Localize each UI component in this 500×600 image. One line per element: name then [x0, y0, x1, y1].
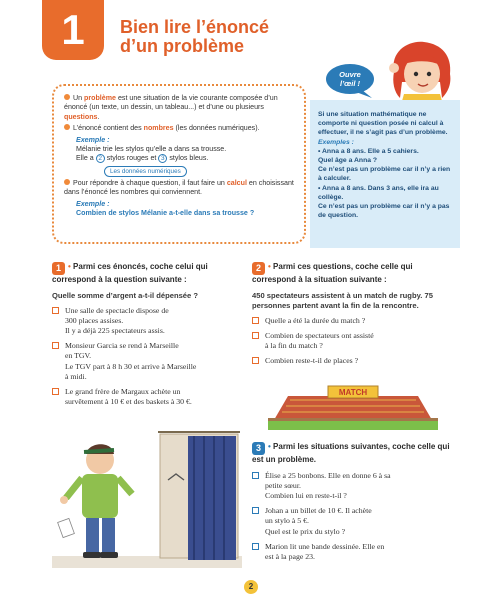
lesson-paragraph-2	[64, 124, 296, 133]
exercise-3-option-2[interactable]	[252, 506, 452, 537]
girl-character-illustration	[380, 38, 460, 108]
dot-icon: •	[68, 262, 74, 271]
bubble-text-line1: Ouvre	[339, 70, 361, 79]
option-line: un stylo à 5 €.	[265, 516, 309, 526]
example-2-label: Exemple :	[76, 199, 110, 208]
checkbox[interactable]	[252, 332, 259, 339]
remark-examples-title: Exemples :	[318, 138, 354, 146]
exercise-1-heading	[52, 262, 240, 286]
option-line: Combien de spectateurs ont assisté	[265, 330, 374, 340]
option-line: survêtement à 10 € et des baskets à 30 €.	[65, 397, 192, 407]
exercise-3-instruction: Parmi les situations suivantes, coche celle qui est un problème.	[252, 442, 450, 464]
exercise-2-instruction: Parmi ces questions, coche celle qui correspond à la situation suivante :	[252, 262, 413, 284]
exercise-2-number: 2	[252, 262, 265, 275]
exercise-2-situation: 450 spectateurs assistent à un match de rugby. 75 personnes partent avant la fin de la rencontre.	[252, 290, 433, 310]
example-line-1: Mélanie trie les stylos qu’elle a dans sa trousse.	[76, 145, 227, 154]
exercise-2	[252, 262, 452, 366]
checkbox[interactable]	[52, 342, 59, 349]
remark-intro: Si une situation mathématique ne comporte ni question posée ni calcul à effectuer, il ne s’agit pas d’un problème.	[318, 111, 448, 137]
text: en choisissant dans l’énoncé les nombres qui conviennent.	[64, 178, 294, 197]
exercise-3	[252, 442, 452, 562]
option-line: Johan a un billet de 10 €. Il achète	[265, 506, 372, 516]
example-line-2	[64, 154, 296, 163]
checkbox[interactable]	[52, 388, 59, 395]
lesson-box	[52, 84, 306, 244]
lesson-title	[120, 18, 320, 56]
bullet-icon	[64, 124, 70, 130]
exercise-1-instruction: Parmi ces énoncés, coche celui qui correspond à la question suivante :	[52, 262, 208, 284]
text: est une situation de la vie courante composée d’un énoncé (un texte, un dessin, un tableau...) et d’une ou plusieurs	[64, 94, 278, 112]
exercise-1-number: 1	[52, 262, 65, 275]
remark-example-2: • Anna a 8 ans. Dans 3 ans, elle ira au collège.	[318, 184, 439, 201]
dot-icon: •	[268, 262, 274, 271]
option-line: Une salle de spectacle dispose de	[65, 305, 169, 315]
checkbox[interactable]	[252, 357, 259, 364]
text: .	[97, 112, 100, 121]
exercise-1-option-2[interactable]	[52, 341, 240, 382]
exercise-1-option-3[interactable]	[52, 387, 240, 407]
lesson-title-line1: Bien lire l’énoncé	[120, 17, 270, 37]
remark-example-1-note: Ce n’est pas un problème car il n’y a rien à calculer.	[318, 166, 451, 183]
option-line: Quelle a été la durée du match ?	[265, 315, 366, 325]
exercise-3-number: 3	[252, 442, 265, 455]
bullet-icon	[64, 179, 70, 185]
exercise-2-option-1[interactable]	[252, 316, 452, 326]
circled-number-2: 3	[158, 154, 167, 163]
example-label: Exemple :	[76, 135, 110, 144]
option-line: Le TGV part à 8 h 30 et arrive à Marseille	[65, 361, 197, 371]
option-line: 300 places assises.	[65, 315, 124, 325]
keyword-nombres: nombres	[143, 124, 174, 133]
page-number: 2	[244, 580, 258, 594]
text: Elle a	[76, 154, 96, 163]
lesson-paragraph-3	[64, 179, 296, 198]
dot-icon: •	[268, 442, 274, 451]
circled-number-1: 2	[96, 154, 105, 163]
checkbox[interactable]	[252, 317, 259, 324]
checkbox[interactable]	[252, 543, 259, 550]
text: Un	[73, 94, 85, 102]
remark-example-1-question: Quel âge a Anna ?	[318, 157, 378, 165]
checkbox[interactable]	[252, 507, 259, 514]
exercise-1-question: Quelle somme d’argent a-t-il dépensée ?	[52, 290, 199, 300]
exercise-1-option-1[interactable]	[52, 306, 240, 337]
option-line: est à la page 23.	[265, 551, 316, 561]
exercise-3-option-1[interactable]	[252, 471, 452, 502]
example-2-question: Combien de stylos Mélanie a-t-elle dans sa trousse ?	[76, 209, 255, 218]
remark-example-2-note: Ce n’est pas un problème car il n’y a pas de question.	[318, 203, 450, 220]
option-line: petite sœur.	[265, 480, 301, 490]
option-line: en TGV.	[65, 351, 92, 361]
exercise-2-option-2[interactable]	[252, 331, 452, 351]
lesson-title-line2: d’un problème	[120, 36, 245, 56]
keyword-probleme: problème	[84, 94, 116, 102]
option-line: Combien lui en reste-t-il ?	[265, 490, 347, 500]
exercise-2-option-3[interactable]	[252, 356, 452, 366]
option-line: Le grand frère de Margaux achète un	[65, 386, 181, 396]
keyword-calcul: calcul	[226, 178, 247, 187]
fitting-room-illustration	[52, 428, 242, 568]
lesson-number-badge	[42, 0, 104, 60]
text: Pour répondre à chaque question, il faut faire un	[73, 178, 227, 187]
option-line: à la fin du match ?	[265, 340, 323, 350]
exercise-3-heading	[252, 442, 452, 466]
bubble-text-line2: l’œil !	[340, 79, 360, 88]
option-line: Monsieur Garcia se rend à Marseille	[65, 341, 179, 351]
stadium-sign-text: MATCH	[338, 388, 368, 397]
keyword-questions: questions	[64, 112, 98, 121]
option-line: Élise a 25 bonbons. Elle en donne 6 à sa	[265, 470, 391, 480]
checkbox[interactable]	[52, 307, 59, 314]
option-line: Combien reste-t-il de places ?	[265, 356, 359, 366]
option-line: Il y a déjà 225 spectateurs assis.	[65, 325, 165, 335]
exercise-1	[52, 262, 240, 407]
option-line: Quel est le prix du stylo ?	[265, 526, 346, 536]
exercise-3-option-3[interactable]	[252, 542, 452, 562]
data-tag: Les données numériques	[104, 166, 187, 177]
speech-bubble	[324, 62, 376, 100]
remark-box	[310, 100, 460, 248]
bullet-icon	[64, 94, 70, 100]
text: stylos bleus.	[167, 154, 209, 163]
remark-example-1: • Anna a 8 ans. Elle a 5 cahiers.	[318, 147, 419, 155]
text: (les données numériques).	[173, 124, 260, 133]
checkbox[interactable]	[252, 472, 259, 479]
text: stylos rouges et	[104, 154, 159, 163]
option-line: à midi.	[65, 371, 87, 381]
option-line: Marion lit une bande dessinée. Elle en	[265, 541, 385, 551]
text: L’énoncé contient des	[73, 124, 144, 133]
stadium-illustration	[268, 382, 438, 430]
lesson-paragraph-1	[64, 94, 296, 122]
exercise-2-heading	[252, 262, 452, 286]
lesson-number: 1	[61, 6, 85, 53]
